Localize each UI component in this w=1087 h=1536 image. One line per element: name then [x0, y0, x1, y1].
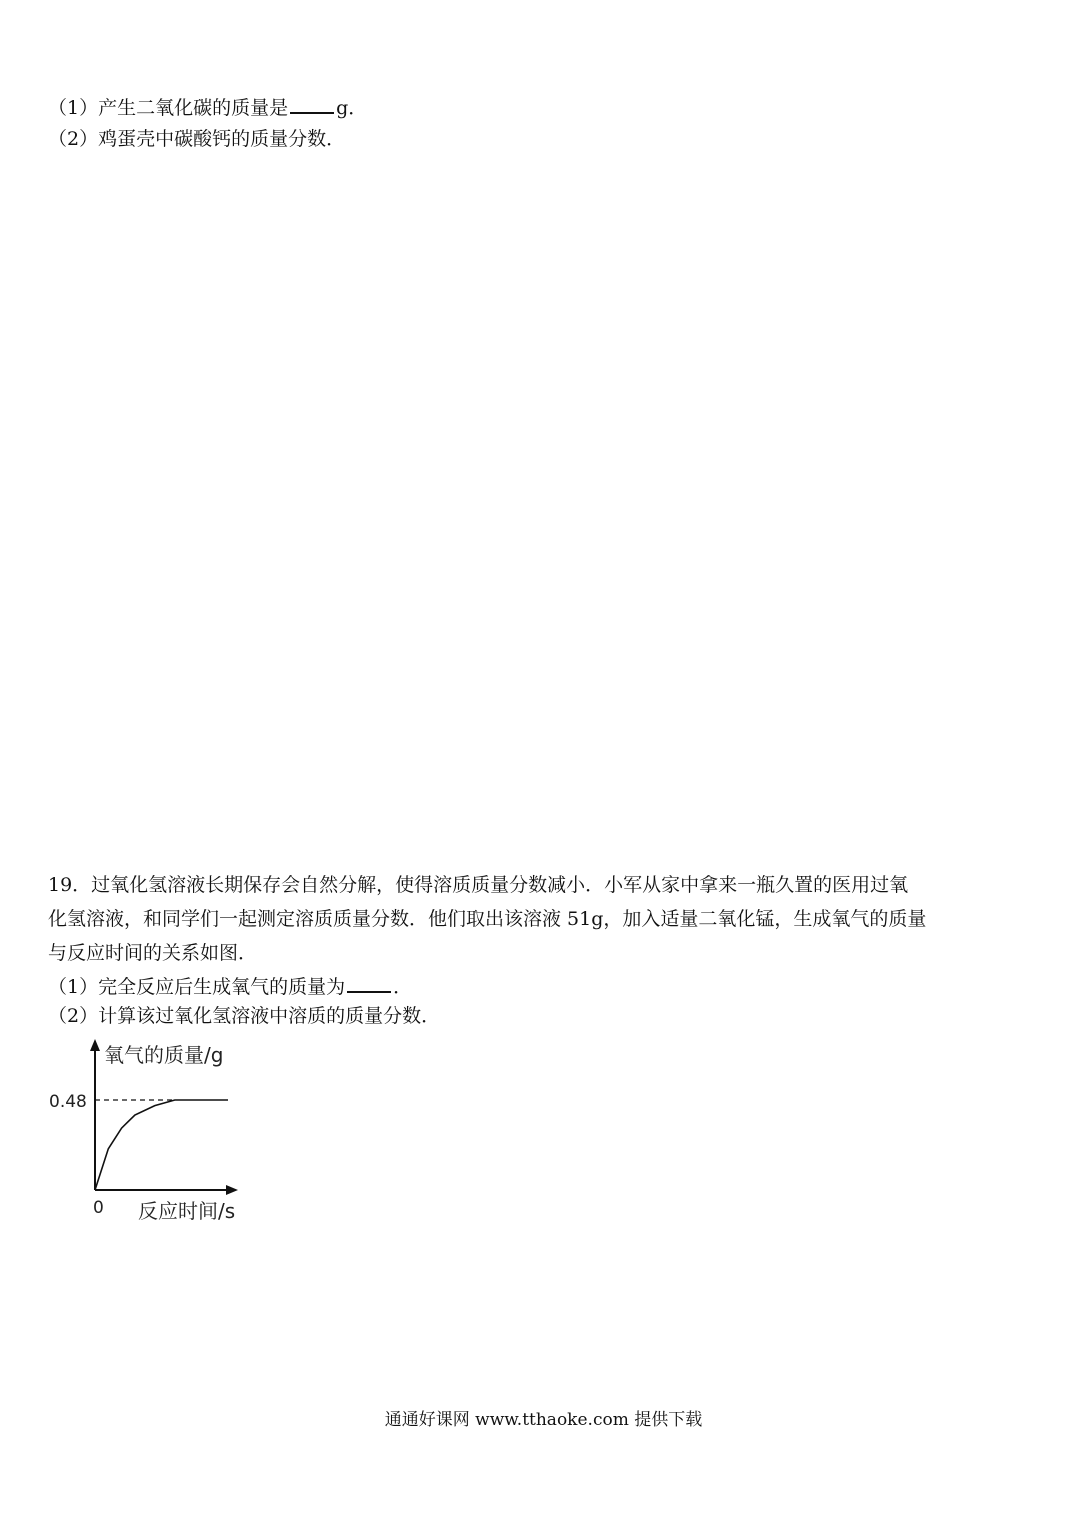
q19-stem-line3: 与反应时间的关系如图．: [48, 942, 258, 964]
y-axis-label: 氧气的质量/g: [104, 1043, 224, 1067]
x-axis-label: 反应时间/s: [138, 1199, 236, 1223]
q18-part1-text: （1）产生二氧化碳的质量是: [48, 97, 289, 119]
q19-stem-line1: 19．过氧化氢溶液长期保存会自然分解，使得溶质质量分数减小．小军从家中拿来一瓶久置的医用过氧: [48, 874, 909, 896]
oxygen-mass-graph: [40, 1035, 260, 1230]
q19-part1: [48, 973, 412, 999]
answer-blank[interactable]: [290, 94, 334, 114]
q18-part1: [48, 94, 367, 120]
q19-part1-text: （1）完全反应后生成氧气的质量为: [48, 976, 346, 998]
y-axis-arrow-icon: [90, 1039, 100, 1051]
oxygen-curve: [95, 1100, 228, 1190]
origin-label: 0: [93, 1198, 104, 1218]
q19-stem-line2: 化氢溶液，和同学们一起测定溶质质量分数．他们取出该溶液 51g，加入适量二氧化锰，生成氧气的质量: [48, 908, 927, 930]
q18-part1-unit: g．: [336, 97, 368, 119]
q19-part2: （2）计算该过氧化氢溶液中溶质的质量分数．: [48, 1005, 441, 1027]
answer-blank[interactable]: [347, 973, 391, 993]
footer-text: 通通好课网 www.tthaoke.com 提供下载: [384, 1410, 703, 1430]
y-tick-label: 0.48: [49, 1092, 87, 1112]
q19-part1-end: ．: [393, 976, 413, 998]
x-axis-arrow-icon: [226, 1185, 238, 1195]
q18-part2: （2）鸡蛋壳中碳酸钙的质量分数．: [48, 128, 346, 150]
